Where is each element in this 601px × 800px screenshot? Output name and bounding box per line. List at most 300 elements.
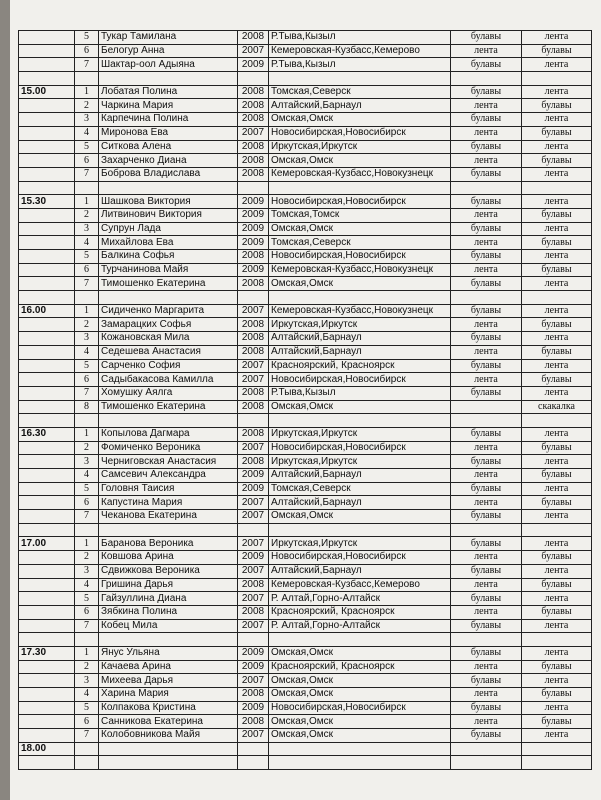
participant-number: 4 bbox=[75, 578, 99, 592]
time-cell bbox=[19, 564, 75, 578]
apparatus-second: лента bbox=[522, 386, 592, 400]
participant-name: Замарацких Софья bbox=[99, 318, 238, 332]
apparatus-first: булавы bbox=[451, 195, 522, 209]
time-cell bbox=[19, 318, 75, 332]
participant-number: 4 bbox=[75, 469, 99, 483]
apparatus-first: булавы bbox=[451, 564, 522, 578]
participant-name: Гришина Дарья bbox=[99, 578, 238, 592]
apparatus-first: булавы bbox=[451, 537, 522, 551]
participant-name: Шашкова Виктория bbox=[99, 195, 238, 209]
participant-region: Новосибирская,Новосибирск bbox=[269, 701, 451, 715]
schedule-table bbox=[18, 30, 592, 770]
participant-name: Кобец Мила bbox=[99, 619, 238, 633]
birth-year: 2009 bbox=[238, 58, 269, 72]
apparatus-first: лента bbox=[451, 469, 522, 483]
participant-name: Самсевич Александра bbox=[99, 469, 238, 483]
table-row bbox=[19, 263, 592, 277]
participant-name: Чаркина Мария bbox=[99, 99, 238, 113]
empty-cell bbox=[238, 414, 269, 428]
participant-region: Омская,Омск bbox=[269, 222, 451, 236]
apparatus-second: лента bbox=[522, 277, 592, 291]
apparatus-first: лента bbox=[451, 99, 522, 113]
table-row bbox=[19, 304, 592, 318]
empty-cell bbox=[269, 523, 451, 537]
participant-name: Черниговская Анастасия bbox=[99, 455, 238, 469]
participant-region: Томская,Северск bbox=[269, 85, 451, 99]
birth-year: 2009 bbox=[238, 660, 269, 674]
apparatus-first: булавы bbox=[451, 222, 522, 236]
participant-region: Новосибирская,Новосибирск bbox=[269, 250, 451, 264]
participant-region: Новосибирская,Новосибирск bbox=[269, 195, 451, 209]
participant-number: 3 bbox=[75, 113, 99, 127]
time-cell bbox=[19, 729, 75, 743]
empty-cell bbox=[238, 72, 269, 86]
birth-year: 2009 bbox=[238, 208, 269, 222]
empty-cell bbox=[522, 523, 592, 537]
empty-cell bbox=[75, 181, 99, 195]
participant-number: 8 bbox=[75, 400, 99, 414]
participant-name: Колобовникова Майя bbox=[99, 729, 238, 743]
empty-cell bbox=[75, 756, 99, 770]
participant-region: Р.Тыва,Кызыл bbox=[269, 58, 451, 72]
table-row bbox=[19, 386, 592, 400]
table-row bbox=[19, 496, 592, 510]
participant-region: Иркутская,Иркутск bbox=[269, 455, 451, 469]
birth-year: 2008 bbox=[238, 140, 269, 154]
apparatus-second: булавы bbox=[522, 715, 592, 729]
table-row bbox=[19, 359, 592, 373]
participant-region: Томская,Северск bbox=[269, 482, 451, 496]
birth-year: 2007 bbox=[238, 674, 269, 688]
empty-cell bbox=[99, 633, 238, 647]
participant-region: Алтайский,Барнаул bbox=[269, 345, 451, 359]
participant-name: Турчанинова Майя bbox=[99, 263, 238, 277]
participant-number: 1 bbox=[75, 427, 99, 441]
apparatus-first: лента bbox=[451, 154, 522, 168]
time-cell bbox=[19, 31, 75, 45]
separator-row bbox=[19, 291, 592, 305]
participant-number: 1 bbox=[75, 537, 99, 551]
birth-year: 2007 bbox=[238, 619, 269, 633]
participant-number: 2 bbox=[75, 660, 99, 674]
table-row bbox=[19, 729, 592, 743]
empty-cell bbox=[451, 72, 522, 86]
participant-name: Садыбакасова Камилла bbox=[99, 373, 238, 387]
participant-name: Баранова Вероника bbox=[99, 537, 238, 551]
apparatus-second: лента bbox=[522, 140, 592, 154]
table-row bbox=[19, 85, 592, 99]
apparatus-first: булавы bbox=[451, 619, 522, 633]
time-cell bbox=[19, 263, 75, 277]
empty-cell bbox=[269, 72, 451, 86]
participant-region: Алтайский,Барнаул bbox=[269, 564, 451, 578]
participant-number: 4 bbox=[75, 236, 99, 250]
birth-year: 2008 bbox=[238, 455, 269, 469]
participant-name: Седешева Анастасия bbox=[99, 345, 238, 359]
apparatus-second: лента bbox=[522, 31, 592, 45]
birth-year: 2008 bbox=[238, 113, 269, 127]
apparatus-first: булавы bbox=[451, 674, 522, 688]
apparatus-first: булавы bbox=[451, 646, 522, 660]
time-cell bbox=[19, 701, 75, 715]
participant-number: 6 bbox=[75, 263, 99, 277]
participant-region: Иркутская,Иркутск bbox=[269, 427, 451, 441]
participant-name: Литвинович Виктория bbox=[99, 208, 238, 222]
time-cell bbox=[19, 592, 75, 606]
participant-name: Качаева Арина bbox=[99, 660, 238, 674]
time-cell bbox=[19, 44, 75, 58]
empty-cell bbox=[99, 756, 238, 770]
apparatus-second: булавы bbox=[522, 208, 592, 222]
apparatus-second: лента bbox=[522, 674, 592, 688]
time-cell bbox=[19, 660, 75, 674]
birth-year: 2008 bbox=[238, 99, 269, 113]
birth-year: 2008 bbox=[238, 605, 269, 619]
participant-number: 2 bbox=[75, 551, 99, 565]
apparatus-first: лента bbox=[451, 605, 522, 619]
apparatus-first: булавы bbox=[451, 386, 522, 400]
empty-cell bbox=[269, 291, 451, 305]
participant-number: 7 bbox=[75, 277, 99, 291]
table-row bbox=[19, 564, 592, 578]
participant-number: 7 bbox=[75, 729, 99, 743]
apparatus-second: булавы bbox=[522, 318, 592, 332]
participant-number: 2 bbox=[75, 318, 99, 332]
birth-year: 2008 bbox=[238, 386, 269, 400]
apparatus-second: булавы bbox=[522, 373, 592, 387]
birth-year: 2008 bbox=[238, 578, 269, 592]
apparatus-second: лента bbox=[522, 455, 592, 469]
participant-number: 1 bbox=[75, 85, 99, 99]
birth-year: 2008 bbox=[238, 318, 269, 332]
birth-year: 2009 bbox=[238, 236, 269, 250]
apparatus-first: булавы bbox=[451, 167, 522, 181]
apparatus-second: булавы bbox=[522, 496, 592, 510]
apparatus-first: лента bbox=[451, 208, 522, 222]
participant-name: Фомиченко Вероника bbox=[99, 441, 238, 455]
apparatus-second: лента bbox=[522, 250, 592, 264]
participant-region: Алтайский,Барнаул bbox=[269, 469, 451, 483]
participant-name: Тукар Тамилана bbox=[99, 31, 238, 45]
participant-region: Омская,Омск bbox=[269, 113, 451, 127]
birth-year: 2008 bbox=[238, 277, 269, 291]
empty-cell bbox=[269, 181, 451, 195]
empty-cell bbox=[238, 756, 269, 770]
apparatus-second: лента bbox=[522, 646, 592, 660]
table-row bbox=[19, 619, 592, 633]
participant-name: Ковшова Арина bbox=[99, 551, 238, 565]
participant-name: Сдвижкова Вероника bbox=[99, 564, 238, 578]
table-row bbox=[19, 427, 592, 441]
time-cell bbox=[19, 715, 75, 729]
separator-row bbox=[19, 756, 592, 770]
table-row bbox=[19, 701, 592, 715]
apparatus-first: булавы bbox=[451, 455, 522, 469]
table-row bbox=[19, 236, 592, 250]
participant-number: 6 bbox=[75, 154, 99, 168]
participant-number: 3 bbox=[75, 674, 99, 688]
table-row bbox=[19, 537, 592, 551]
schedule-rows bbox=[19, 31, 592, 770]
time-cell bbox=[19, 373, 75, 387]
empty-cell bbox=[75, 414, 99, 428]
birth-year: 2009 bbox=[238, 222, 269, 236]
time-cell: 15.00 bbox=[19, 85, 75, 99]
birth-year: 2009 bbox=[238, 646, 269, 660]
participant-number: 4 bbox=[75, 688, 99, 702]
empty-cell bbox=[238, 291, 269, 305]
participant-number: 6 bbox=[75, 44, 99, 58]
participant-region: Иркутская,Иркутск bbox=[269, 537, 451, 551]
table-row bbox=[19, 400, 592, 414]
participant-region: Омская,Омск bbox=[269, 646, 451, 660]
empty-cell bbox=[75, 72, 99, 86]
participant-name: Харина Мария bbox=[99, 688, 238, 702]
participant-region: Новосибирская,Новосибирск bbox=[269, 373, 451, 387]
table-row bbox=[19, 58, 592, 72]
empty-cell bbox=[269, 756, 451, 770]
time-cell bbox=[19, 222, 75, 236]
time-cell bbox=[19, 345, 75, 359]
empty-cell bbox=[451, 181, 522, 195]
apparatus-second: лента bbox=[522, 195, 592, 209]
separator-row bbox=[19, 523, 592, 537]
participant-name: Санникова Екатерина bbox=[99, 715, 238, 729]
apparatus-second: лента bbox=[522, 222, 592, 236]
participant-name: Янус Ульяна bbox=[99, 646, 238, 660]
apparatus-first: булавы bbox=[451, 482, 522, 496]
apparatus-second: булавы bbox=[522, 44, 592, 58]
apparatus-second: булавы bbox=[522, 345, 592, 359]
participant-number: 3 bbox=[75, 455, 99, 469]
participant-name: Ситкова Алена bbox=[99, 140, 238, 154]
birth-year: 2009 bbox=[238, 195, 269, 209]
empty-cell bbox=[451, 633, 522, 647]
participant-number: 5 bbox=[75, 31, 99, 45]
birth-year: 2007 bbox=[238, 729, 269, 743]
apparatus-second: лента bbox=[522, 482, 592, 496]
participant-region: Омская,Омск bbox=[269, 510, 451, 524]
birth-year: 2008 bbox=[238, 332, 269, 346]
apparatus-second: лента bbox=[522, 167, 592, 181]
participant-name: Супрун Лада bbox=[99, 222, 238, 236]
table-row bbox=[19, 592, 592, 606]
participant-name: Зябкина Полина bbox=[99, 605, 238, 619]
apparatus-first: лента bbox=[451, 263, 522, 277]
participant-region: Омская,Омск bbox=[269, 674, 451, 688]
table-row bbox=[19, 469, 592, 483]
participant-region: Новосибирская,Новосибирск bbox=[269, 441, 451, 455]
apparatus-second: булавы bbox=[522, 605, 592, 619]
time-cell bbox=[19, 154, 75, 168]
apparatus-second: лента bbox=[522, 58, 592, 72]
apparatus-second: лента bbox=[522, 427, 592, 441]
table-row bbox=[19, 482, 592, 496]
table-row bbox=[19, 674, 592, 688]
participant-region: Р. Алтай,Горно-Алтайск bbox=[269, 592, 451, 606]
table-row bbox=[19, 345, 592, 359]
apparatus-second: булавы bbox=[522, 688, 592, 702]
birth-year: 2009 bbox=[238, 482, 269, 496]
participant-region: Кемеровская-Кузбасс,Кемерово bbox=[269, 44, 451, 58]
participant-number: 7 bbox=[75, 58, 99, 72]
empty-cell bbox=[99, 523, 238, 537]
participant-region: Омская,Омск bbox=[269, 277, 451, 291]
apparatus-first: булавы bbox=[451, 359, 522, 373]
apparatus-first: булавы bbox=[451, 250, 522, 264]
empty-cell bbox=[451, 291, 522, 305]
time-cell bbox=[19, 359, 75, 373]
time-cell: 16.30 bbox=[19, 427, 75, 441]
time-cell bbox=[19, 551, 75, 565]
table-row bbox=[19, 167, 592, 181]
table-row bbox=[19, 208, 592, 222]
table-row bbox=[19, 126, 592, 140]
apparatus-second: булавы bbox=[522, 154, 592, 168]
empty-cell bbox=[19, 181, 75, 195]
empty-cell bbox=[19, 756, 75, 770]
participant-number: 1 bbox=[75, 195, 99, 209]
time-cell bbox=[19, 482, 75, 496]
empty-cell bbox=[451, 756, 522, 770]
empty-cell bbox=[19, 633, 75, 647]
table-row bbox=[19, 332, 592, 346]
table-row bbox=[19, 277, 592, 291]
apparatus-second: булавы bbox=[522, 469, 592, 483]
apparatus-second: лента bbox=[522, 564, 592, 578]
apparatus-first: лента bbox=[451, 578, 522, 592]
time-cell bbox=[19, 99, 75, 113]
empty-cell bbox=[522, 414, 592, 428]
birth-year: 2007 bbox=[238, 44, 269, 58]
apparatus-first: булавы bbox=[451, 332, 522, 346]
empty-cell bbox=[238, 633, 269, 647]
participant-number: 4 bbox=[75, 126, 99, 140]
time-cell bbox=[19, 208, 75, 222]
time-cell: 15.30 bbox=[19, 195, 75, 209]
participant-number: 2 bbox=[75, 208, 99, 222]
birth-year: 2008 bbox=[238, 688, 269, 702]
participant-name bbox=[99, 742, 238, 756]
participant-number: 1 bbox=[75, 646, 99, 660]
participant-region: Алтайский,Барнаул bbox=[269, 99, 451, 113]
empty-cell bbox=[75, 633, 99, 647]
birth-year: 2009 bbox=[238, 701, 269, 715]
apparatus-first: лента bbox=[451, 345, 522, 359]
participant-region: Красноярский, Красноярск bbox=[269, 660, 451, 674]
table-row bbox=[19, 715, 592, 729]
participant-region: Новосибирская,Новосибирск bbox=[269, 551, 451, 565]
table-row bbox=[19, 373, 592, 387]
table-row bbox=[19, 578, 592, 592]
participant-region: Томская,Томск bbox=[269, 208, 451, 222]
time-cell: 17.00 bbox=[19, 537, 75, 551]
table-row bbox=[19, 99, 592, 113]
time-cell bbox=[19, 277, 75, 291]
participant-number: 5 bbox=[75, 482, 99, 496]
time-cell: 16.00 bbox=[19, 304, 75, 318]
apparatus-second: лента bbox=[522, 729, 592, 743]
participant-number: 4 bbox=[75, 345, 99, 359]
birth-year: 2008 bbox=[238, 167, 269, 181]
participant-region: Кемеровская-Кузбасс,Кемерово bbox=[269, 578, 451, 592]
participant-number: 6 bbox=[75, 373, 99, 387]
empty-cell bbox=[238, 181, 269, 195]
birth-year: 2009 bbox=[238, 469, 269, 483]
table-row bbox=[19, 222, 592, 236]
table-row bbox=[19, 441, 592, 455]
participant-region: Иркутская,Иркутск bbox=[269, 318, 451, 332]
participant-number: 6 bbox=[75, 496, 99, 510]
time-cell bbox=[19, 332, 75, 346]
separator-row bbox=[19, 72, 592, 86]
table-row bbox=[19, 140, 592, 154]
birth-year: 2009 bbox=[238, 263, 269, 277]
participant-region: Омская,Омск bbox=[269, 715, 451, 729]
apparatus-first: булавы bbox=[451, 85, 522, 99]
apparatus-first: лента bbox=[451, 373, 522, 387]
table-row bbox=[19, 605, 592, 619]
apparatus-second: лента bbox=[522, 85, 592, 99]
participant-name: Захарченко Диана bbox=[99, 154, 238, 168]
participant-number: 7 bbox=[75, 167, 99, 181]
participant-name: Тимошенко Екатерина bbox=[99, 400, 238, 414]
participant-region: Омская,Омск bbox=[269, 729, 451, 743]
apparatus-first: лента bbox=[451, 126, 522, 140]
apparatus-first: лента bbox=[451, 44, 522, 58]
participant-region: Томская,Северск bbox=[269, 236, 451, 250]
time-cell bbox=[19, 510, 75, 524]
participant-name: Кожановская Мила bbox=[99, 332, 238, 346]
apparatus-first: булавы bbox=[451, 592, 522, 606]
participant-name: Чеканова Екатерина bbox=[99, 510, 238, 524]
birth-year: 2007 bbox=[238, 496, 269, 510]
apparatus-first: булавы bbox=[451, 510, 522, 524]
participant-name: Карпечина Полина bbox=[99, 113, 238, 127]
participant-name: Белогур Анна bbox=[99, 44, 238, 58]
participant-number: 3 bbox=[75, 222, 99, 236]
table-row bbox=[19, 195, 592, 209]
participant-region: Омская,Омск bbox=[269, 688, 451, 702]
participant-number: 6 bbox=[75, 605, 99, 619]
empty-cell bbox=[522, 72, 592, 86]
participant-name: Головня Таисия bbox=[99, 482, 238, 496]
apparatus-second: булавы bbox=[522, 263, 592, 277]
apparatus-first bbox=[451, 400, 522, 414]
participant-number: 6 bbox=[75, 715, 99, 729]
table-row bbox=[19, 510, 592, 524]
table-row bbox=[19, 742, 592, 756]
participant-name: Капустина Мария bbox=[99, 496, 238, 510]
participant-name: Балкина Софья bbox=[99, 250, 238, 264]
apparatus-second: булавы bbox=[522, 99, 592, 113]
birth-year: 2007 bbox=[238, 126, 269, 140]
participant-number: 5 bbox=[75, 592, 99, 606]
participant-number: 5 bbox=[75, 250, 99, 264]
apparatus-first bbox=[451, 742, 522, 756]
apparatus-first: лента bbox=[451, 318, 522, 332]
participant-number: 7 bbox=[75, 386, 99, 400]
table-row bbox=[19, 44, 592, 58]
time-cell bbox=[19, 455, 75, 469]
participant-region: Кемеровская-Кузбасс,Новокузнецк bbox=[269, 167, 451, 181]
participant-number: 7 bbox=[75, 619, 99, 633]
participant-number: 3 bbox=[75, 332, 99, 346]
table-row bbox=[19, 113, 592, 127]
document-page bbox=[10, 0, 601, 800]
participant-number: 5 bbox=[75, 140, 99, 154]
participant-name: Шактар-оол Адыяна bbox=[99, 58, 238, 72]
